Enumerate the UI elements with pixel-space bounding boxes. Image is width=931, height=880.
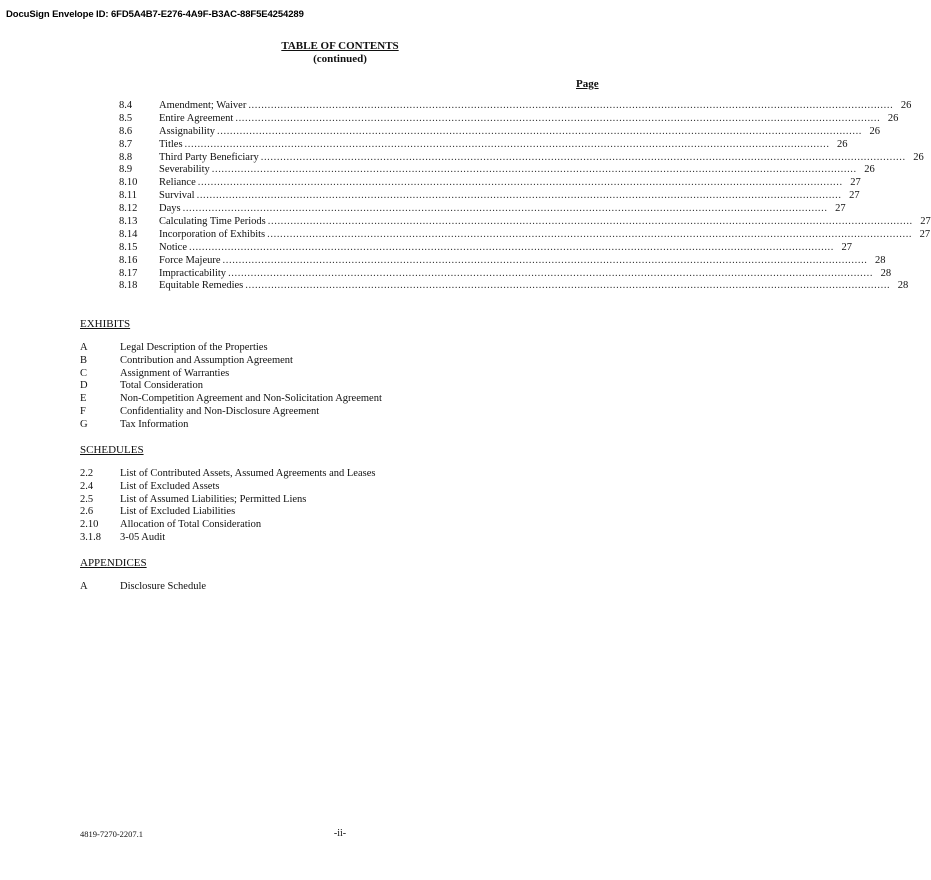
toc-dot-leader: ........................................................................................................................................................................................................ bbox=[260, 151, 906, 163]
toc-dot-leader: ........................................................................................................................................................................................................ bbox=[217, 125, 863, 137]
toc-entry-label: Third Party Beneficiary bbox=[159, 151, 259, 163]
exhibit-item bbox=[80, 406, 382, 419]
schedule-item-label: 3-05 Audit bbox=[120, 531, 166, 543]
schedule-item-key: 2.4 bbox=[80, 480, 94, 492]
toc-entry-number: 8.5 bbox=[119, 112, 133, 124]
toc-entry-page: 26 bbox=[887, 112, 899, 124]
schedule-item-key: 2.6 bbox=[80, 506, 94, 518]
page-column-label: Page bbox=[576, 78, 599, 90]
exhibit-item bbox=[80, 355, 382, 368]
toc-entry bbox=[119, 164, 875, 177]
toc-dot-leader: ........................................................................................................................................................................................................ bbox=[267, 228, 913, 240]
toc-dot-leader: ........................................................................................................................................................................................................ bbox=[267, 216, 913, 228]
appendices-list bbox=[80, 581, 206, 594]
appendix-item-label: Disclosure Schedule bbox=[120, 581, 207, 592]
toc-entry-label: Reliance bbox=[159, 177, 196, 189]
toc-dot-leader: ........................................................................................................................................................................................................ bbox=[197, 177, 843, 189]
toc-entry-page: 27 bbox=[850, 177, 861, 189]
toc-entry-number: 8.8 bbox=[119, 151, 133, 163]
exhibit-item-key: E bbox=[80, 393, 87, 405]
toc-entry-number: 8.15 bbox=[119, 241, 138, 253]
toc-entry-number: 8.12 bbox=[119, 203, 138, 215]
exhibit-item-key: B bbox=[80, 354, 88, 366]
toc-entry-page: 28 bbox=[880, 267, 892, 279]
toc-dot-leader: ........................................................................................................................................................................................................ bbox=[235, 112, 881, 124]
toc-entry-label: Calculating Time Periods bbox=[159, 216, 266, 228]
schedule-item-key: 3.1.8 bbox=[80, 531, 101, 543]
schedule-item-key: 2.2 bbox=[80, 468, 94, 479]
schedule-item-label: List of Excluded Assets bbox=[120, 480, 220, 492]
schedule-item-label: List of Assumed Liabilities; Permitted Liens bbox=[120, 493, 307, 505]
appendix-item-key: A bbox=[80, 581, 88, 592]
docusign-envelope-id: DocuSign Envelope ID: 6FD5A4B7-E276-4A9F-B3AC-88F5E4254289 bbox=[6, 9, 304, 20]
toc-entry bbox=[119, 100, 912, 113]
toc-subtitle: (continued) bbox=[313, 53, 367, 65]
toc-dot-leader: ........................................................................................................................................................................................................ bbox=[222, 254, 868, 266]
toc-entry-label: Incorporation of Exhibits bbox=[159, 228, 266, 240]
toc-entry bbox=[119, 280, 909, 293]
exhibit-item-label: Confidentiality and Non-Disclosure Agreement bbox=[120, 405, 320, 417]
toc-entry-page: 27 bbox=[920, 216, 931, 228]
toc-entry-page: 27 bbox=[841, 241, 852, 253]
schedule-item-label: Allocation of Total Consideration bbox=[120, 519, 262, 531]
toc-entry-number: 8.17 bbox=[119, 267, 138, 279]
toc-entry-label: Force Majeure bbox=[159, 254, 221, 266]
toc-entry-number: 8.6 bbox=[119, 125, 133, 137]
schedules-list bbox=[80, 468, 375, 545]
toc-entry-page: 28 bbox=[875, 254, 886, 266]
schedule-item bbox=[80, 532, 375, 545]
toc-entry bbox=[119, 177, 861, 190]
exhibit-item-label: Non-Competition Agreement and Non-Solicitation Agreement bbox=[120, 393, 382, 405]
toc-entry-page: 26 bbox=[864, 164, 875, 176]
toc-entry-number: 8.7 bbox=[119, 138, 133, 150]
exhibits-list bbox=[80, 342, 382, 432]
toc-dot-leader: ........................................................................................................................................................................................................ bbox=[196, 190, 842, 202]
toc-dot-leader: ........................................................................................................................................................................................................ bbox=[245, 280, 891, 292]
exhibit-item-label: Tax Information bbox=[120, 418, 189, 430]
toc-entry-label: Assignability bbox=[159, 125, 216, 137]
schedule-item-key: 2.10 bbox=[80, 519, 99, 531]
toc-entry bbox=[119, 216, 931, 229]
toc-entry-number: 8.18 bbox=[119, 280, 138, 292]
exhibit-item bbox=[80, 342, 382, 355]
toc-entry-page: 26 bbox=[837, 138, 848, 150]
toc-dot-leader: ........................................................................................................................................................................................................ bbox=[248, 100, 894, 111]
toc-entry bbox=[119, 228, 931, 242]
toc-dot-leader: ........................................................................................................................................................................................................ bbox=[189, 241, 834, 253]
toc-entry-number: 8.9 bbox=[119, 164, 133, 176]
toc-entry-label: Equitable Remedies bbox=[159, 280, 244, 292]
toc-entry-page: 26 bbox=[900, 100, 912, 111]
schedule-item-label: List of Contributed Assets, Assumed Agreements and Leases bbox=[120, 468, 376, 479]
toc-entry bbox=[119, 241, 852, 255]
schedule-item bbox=[80, 468, 375, 481]
toc-dot-leader: ........................................................................................................................................................................................................ bbox=[211, 164, 857, 176]
exhibit-item bbox=[80, 368, 382, 381]
toc-entry-number: 8.13 bbox=[119, 216, 138, 228]
exhibit-item-key: F bbox=[80, 405, 86, 417]
toc-entry-page: 26 bbox=[869, 125, 881, 137]
toc-entry bbox=[119, 112, 899, 126]
toc-dot-leader: ........................................................................................................................................................................................................ bbox=[182, 203, 828, 215]
toc-entry-number: 8.11 bbox=[119, 190, 137, 202]
toc-entry bbox=[119, 125, 881, 139]
exhibit-item-label: Assignment of Warranties bbox=[120, 367, 230, 379]
toc-entry-number: 8.14 bbox=[119, 228, 138, 240]
schedules-heading: SCHEDULES bbox=[80, 444, 144, 456]
exhibit-item-key: D bbox=[80, 380, 88, 392]
toc-entry-label: Impracticability bbox=[159, 267, 227, 279]
toc-entry-label: Severability bbox=[159, 164, 210, 176]
toc-entry-label: Titles bbox=[159, 138, 183, 150]
toc-entry bbox=[119, 138, 848, 152]
exhibit-item-key: G bbox=[80, 418, 88, 430]
footer-page-number: -ii- bbox=[333, 828, 347, 839]
toc-entry-page: 27 bbox=[919, 228, 931, 240]
toc-entry-number: 8.10 bbox=[119, 177, 138, 189]
exhibit-item bbox=[80, 393, 382, 406]
schedule-item-key: 2.5 bbox=[80, 493, 94, 505]
toc-entry bbox=[119, 267, 892, 281]
appendices-heading: APPENDICES bbox=[80, 557, 147, 569]
toc-entry-label: Survival bbox=[159, 190, 195, 202]
toc-entry-page: 28 bbox=[897, 280, 909, 292]
exhibit-item bbox=[80, 419, 382, 432]
schedule-item bbox=[80, 506, 375, 519]
toc-entry-label: Days bbox=[159, 203, 181, 215]
schedule-item bbox=[80, 481, 375, 494]
exhibits-heading: EXHIBITS bbox=[80, 318, 131, 330]
footer-document-id: 4819-7270-2207.1 bbox=[80, 829, 144, 839]
schedule-item bbox=[80, 519, 375, 532]
toc-entry bbox=[119, 190, 860, 203]
toc-entry bbox=[119, 151, 924, 165]
toc-dot-leader: ........................................................................................................................................................................................................ bbox=[228, 267, 874, 279]
toc-header bbox=[0, 40, 680, 66]
schedule-item bbox=[80, 494, 375, 507]
toc-entry-page: 27 bbox=[849, 190, 860, 202]
toc-entry bbox=[119, 254, 886, 268]
exhibit-item-label: Legal Description of the Properties bbox=[120, 342, 268, 353]
toc-dot-leader: ........................................................................................................................................................................................................ bbox=[184, 138, 830, 150]
exhibit-item-key: C bbox=[80, 367, 88, 379]
exhibit-item-key: A bbox=[80, 342, 88, 353]
toc-entry-label: Entire Agreement bbox=[159, 112, 234, 124]
exhibit-item-label: Total Consideration bbox=[120, 380, 203, 392]
toc-entry-number: 8.16 bbox=[119, 254, 138, 266]
schedule-item-label: List of Excluded Liabilities bbox=[120, 506, 236, 518]
appendix-item bbox=[80, 581, 206, 594]
toc-entry-number: 8.4 bbox=[119, 100, 133, 111]
toc-list bbox=[119, 100, 931, 293]
toc-entry-page: 27 bbox=[835, 203, 846, 215]
exhibit-item-label: Contribution and Assumption Agreement bbox=[120, 354, 293, 366]
toc-entry-label: Notice bbox=[159, 241, 187, 253]
toc-entry bbox=[119, 203, 846, 216]
toc-title: TABLE OF CONTENTS bbox=[281, 40, 399, 52]
toc-entry-page: 26 bbox=[913, 151, 924, 163]
toc-entry-label: Amendment; Waiver bbox=[159, 100, 247, 111]
exhibit-item bbox=[80, 380, 382, 393]
